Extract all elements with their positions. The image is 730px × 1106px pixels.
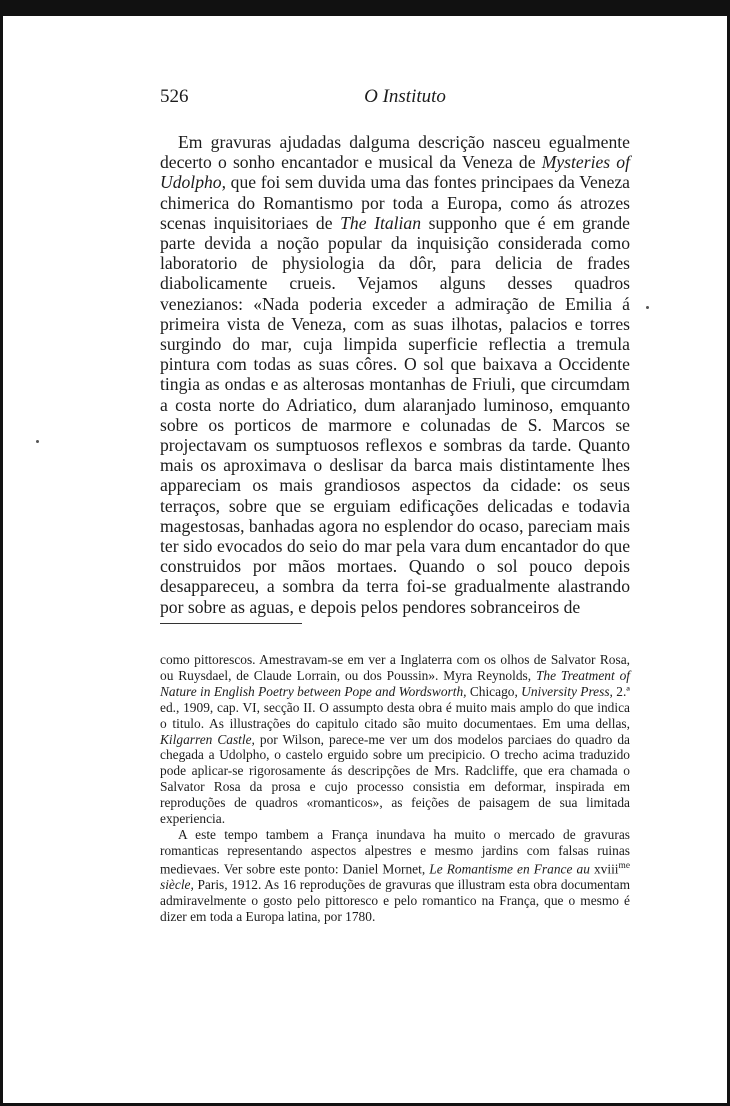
- text-run: supponho que é em grande parte devida a noção popular da inquisição considerada como laboratorio de physiologia da dôr, para delicia de frades diabolicamente crueis. Vejamos alguns desses quadros venezianos: «Nada poderia exceder a admiração de Emilia á primeira vista de Veneza, com as suas ilhotas, palacios e torres surgindo do mar, cuja limpida superficie reflectia a tremula pintura com todas as suas côres. O sol que baixava a Occidente tingia as ondas e as alterosas montanhas de Friuli, que circumdam a costa norte do Adriatico, dum alaranjado luminoso, emquanto sobre os porticos de marmore e colunadas de S. Marcos se projectavam os sumptuosos reflexos e sombras da tarde. Quanto mais os aproximava o deslisar da barca mais distintamente lhes appareciam os mais grandiosos aspectos da cidade: os seus terraços, sobre que se erguiam edificações delicadas e todavia magestosas, banhadas agora no esplendor do ocaso, pareciam mais ter sido evocados do seio do mar pela vara dum encantador do que construidos por mãos mortaes. Quando o sol pouco depois desappareceu, a sombra da terra foi-se gradualmente alastrando por sobre as aguas, e depois pelos pendores sobranceiros de: [160, 212, 630, 617]
- italic-run: Mysteries of Udolpho,: [160, 152, 630, 193]
- italic-run: Le Romantisme en France au: [429, 861, 590, 877]
- page-header: [160, 86, 630, 112]
- running-title: O Instituto: [364, 86, 446, 107]
- margin-speck: [36, 440, 39, 443]
- text-run: Paris, 1912. As 16 reproduções de gravuras que illustram esta obra documentam admiravelmente o gosto pelo pittoresco e pelo romantico na França, que o mesmo é dizer em toda a Europa latina, por 1780.: [160, 877, 630, 924]
- text-run: xviii: [589, 861, 619, 877]
- main-text: [160, 132, 630, 617]
- text-run: A este tempo tambem a França inundava ha muito o mercado de gravuras romanticas representando aspectos alpestres e mesmo jardins com falsas ruinas medievaes. Ver sobre este ponto: Daniel Mornet,: [160, 826, 630, 877]
- footnotes: [160, 652, 630, 925]
- italic-run: The Italian: [340, 212, 422, 233]
- page-number: 526: [160, 86, 189, 107]
- body-paragraph: [160, 132, 630, 617]
- italic-run: siècle,: [160, 877, 194, 893]
- superscript-run: me: [618, 860, 630, 871]
- text-run: que foi sem duvida uma das fontes principaes da Veneza chimerica do Romantismo por toda a Europa, como ás atrozes scenas inquisitoriaes de: [160, 172, 630, 233]
- text-run: 2.ª ed., 1909, cap. VI, secção II. O assumpto desta obra é muito mais amplo do que indica o titulo. As illustrações do capitulo citado são muito documentaes. Em uma dellas,: [160, 683, 630, 731]
- footnote-rule: [160, 623, 302, 624]
- text-run: Em gravuras ajudadas dalguma descrição nasceu egualmente decerto o sonho encantador e musical da Veneza de: [160, 132, 630, 173]
- text-run: como pittorescos. Amestravam-se em ver a Inglaterra com os olhos de Salvator Rosa, ou Ruysdael, de Claude Lorrain, ou dos Poussin». Myra Reynolds,: [160, 652, 630, 683]
- footnote-continuation: [160, 652, 630, 827]
- text-run: por Wilson, parece-me ver um dos modelos parciaes do quadro da chegada a Udolpho, o castelo erguido sobre um precipicio. O trecho acima traduzido pode aplicar-se rigorosamente ás descripções de Mrs. Radcliffe, que era chamada o Salvator Rosa da prosa e cujo processo consistia em deformar, inspirada em reproduções de quadros «romanticos», as feições de paisagem de sua limitada experiencia.: [160, 731, 630, 827]
- italic-run: The Treatment of Nature in English Poetry between Pope and Wordsworth,: [160, 667, 630, 699]
- scan-border-top: [0, 0, 730, 16]
- margin-speck: [646, 306, 649, 309]
- footnote-paragraph: [160, 827, 630, 925]
- italic-run: Kilgarren Castle,: [160, 731, 255, 747]
- scan-border-left: [0, 0, 3, 1106]
- italic-run: University Press,: [521, 683, 613, 699]
- text-run: Chicago,: [466, 683, 522, 699]
